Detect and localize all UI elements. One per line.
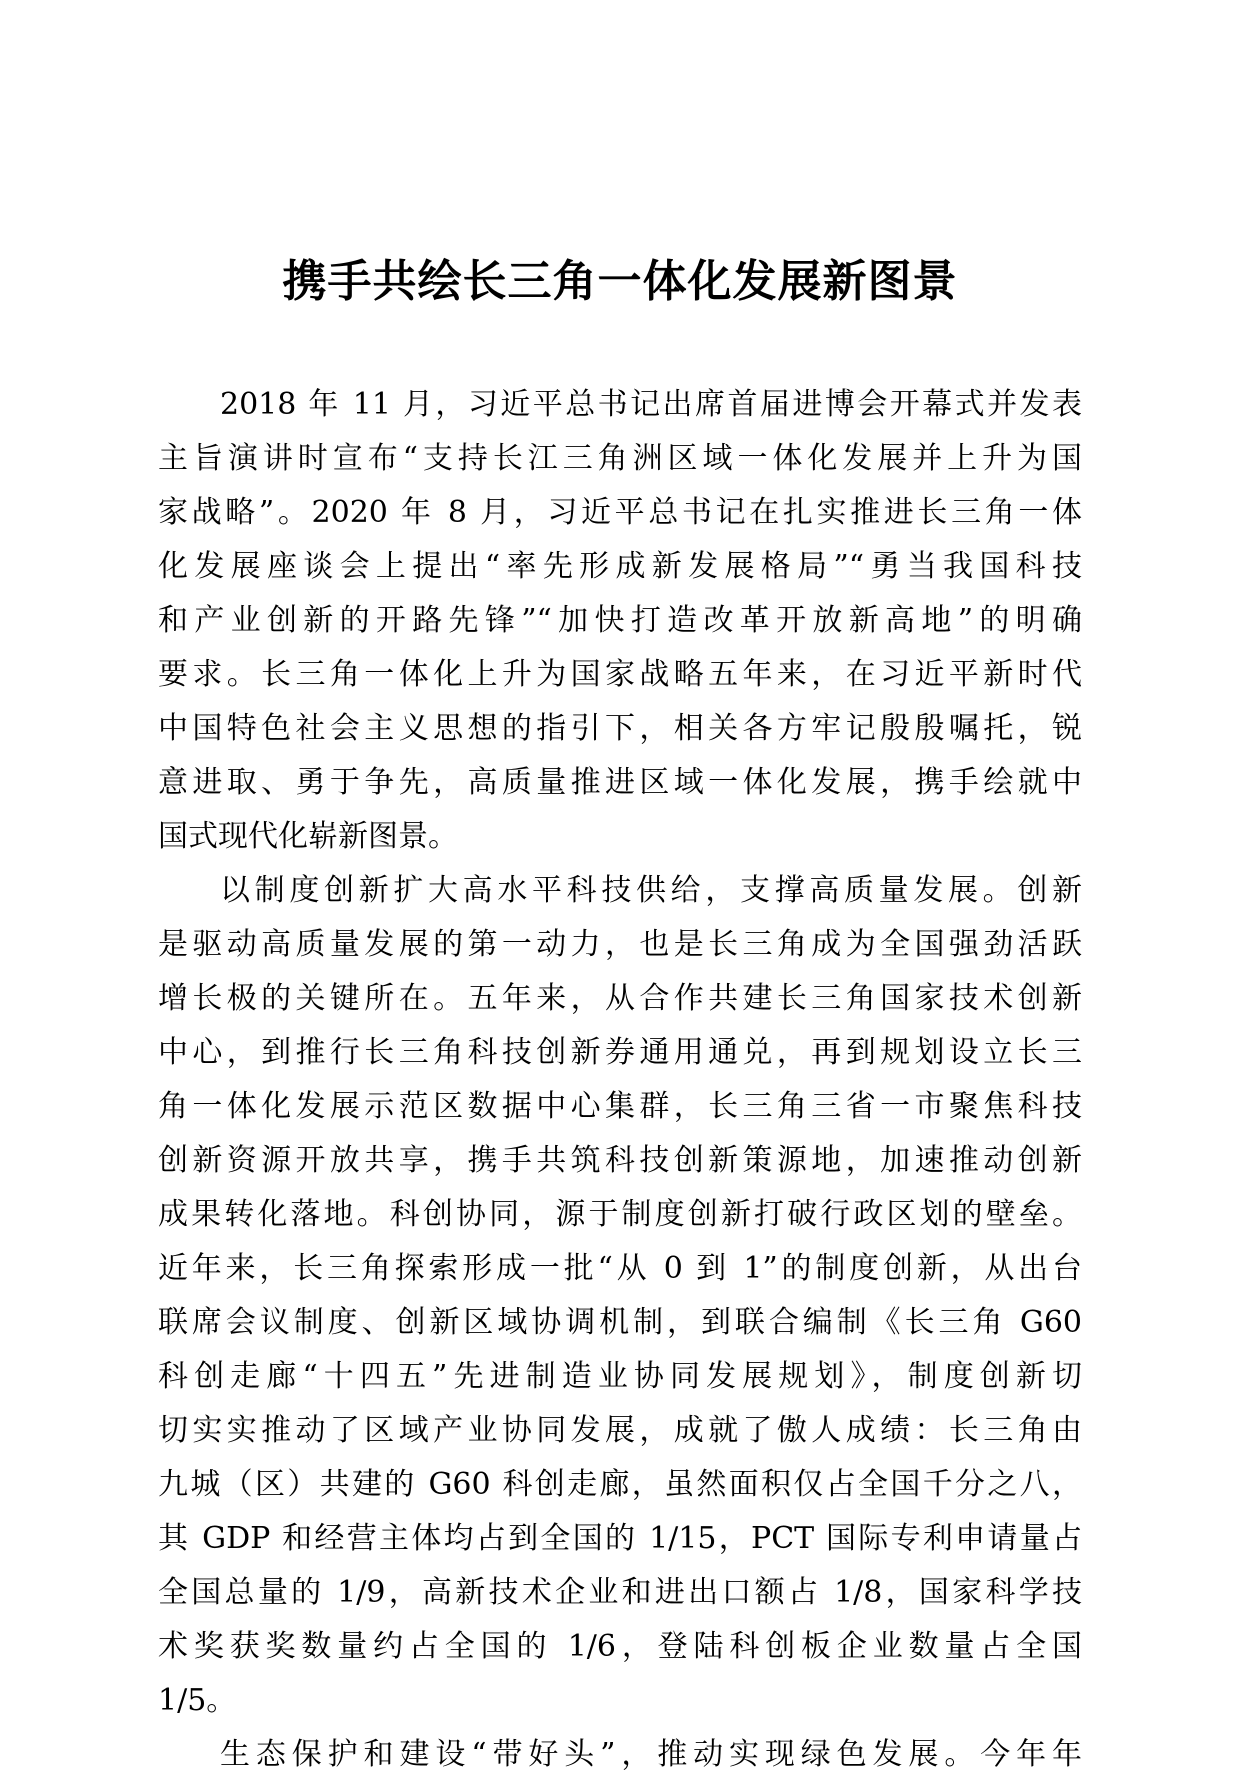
paragraph-line: 和产业创新的开路先锋”“加快打造改革开放新高地”的明确: [158, 603, 1082, 638]
paragraph-line: 家战略”。2020 年 8 月，习近平总书记在扎实推进长三角一体: [158, 495, 1082, 530]
paragraph-line: 要求。长三角一体化上升为国家战略五年来，在习近平新时代: [158, 657, 1082, 692]
paragraph-line: 主旨演讲时宣布“支持长江三角洲区域一体化发展并上升为国: [158, 441, 1082, 476]
paragraph-line: 联席会议制度、创新区域协调机制，到联合编制《长三角 G60: [158, 1305, 1082, 1340]
paragraph-line: 全国总量的 1/9，高新技术企业和进出口额占 1/8，国家科学技: [158, 1575, 1082, 1610]
paragraph-line: 近年来，长三角探索形成一批“从 0 到 1”的制度创新，从出台: [158, 1251, 1082, 1286]
document-title: 携手共绘长三角一体化发展新图景: [282, 256, 958, 307]
paragraph: [158, 864, 1082, 1728]
paragraph: [158, 1728, 1082, 1782]
paragraph-line: 生态保护和建设“带好头”，推动实现绿色发展。今年年: [220, 1737, 1082, 1772]
paragraph: [158, 378, 1082, 864]
paragraph-line: 增长极的关键所在。五年来，从合作共建长三角国家技术创新: [158, 981, 1082, 1016]
paragraph-line: 成果转化落地。科创协同，源于制度创新打破行政区划的壁垒。: [158, 1197, 1082, 1232]
paragraph-line: 九城（区）共建的 G60 科创走廊，虽然面积仅占全国千分之八，: [158, 1467, 1082, 1502]
paragraph-line: 国式现代化崭新图景。: [158, 819, 458, 854]
paragraph-line: 科创走廊“十四五”先进制造业协同发展规划》，制度创新切: [158, 1359, 1082, 1394]
paragraph-line: 中心，到推行长三角科技创新券通用通兑，再到规划设立长三: [158, 1035, 1082, 1070]
paragraph-line: 其 GDP 和经营主体均占到全国的 1/15，PCT 国际专利申请量占: [158, 1521, 1082, 1556]
paragraph-line: 角一体化发展示范区数据中心集群，长三角三省一市聚焦科技: [158, 1089, 1082, 1124]
paragraph-line: 中国特色社会主义思想的指引下，相关各方牢记殷殷嘱托，锐: [158, 711, 1082, 746]
paragraph-line: 以制度创新扩大高水平科技供给，支撑高质量发展。创新: [220, 873, 1082, 908]
paragraph-line: 1/5。: [158, 1683, 237, 1718]
paragraph-line: 切实实推动了区域产业协同发展，成就了傲人成绩：长三角由: [158, 1413, 1082, 1448]
document-body: [158, 378, 1082, 1782]
paragraph-line: 化发展座谈会上提出“率先形成新发展格局”“勇当我国科技: [158, 549, 1082, 584]
paragraph-line: 意进取、勇于争先，高质量推进区域一体化发展，携手绘就中: [158, 765, 1082, 800]
paragraph-line: 是驱动高质量发展的第一动力，也是长三角成为全国强劲活跃: [158, 927, 1082, 962]
paragraph-line: 创新资源开放共享，携手共筑科技创新策源地，加速推动创新: [158, 1143, 1082, 1178]
paragraph-line: 术奖获奖数量约占全国的 1/6，登陆科创板企业数量占全国: [158, 1629, 1082, 1664]
paragraph-line: 2018 年 11 月，习近平总书记出席首届进博会开幕式并发表: [220, 387, 1082, 422]
